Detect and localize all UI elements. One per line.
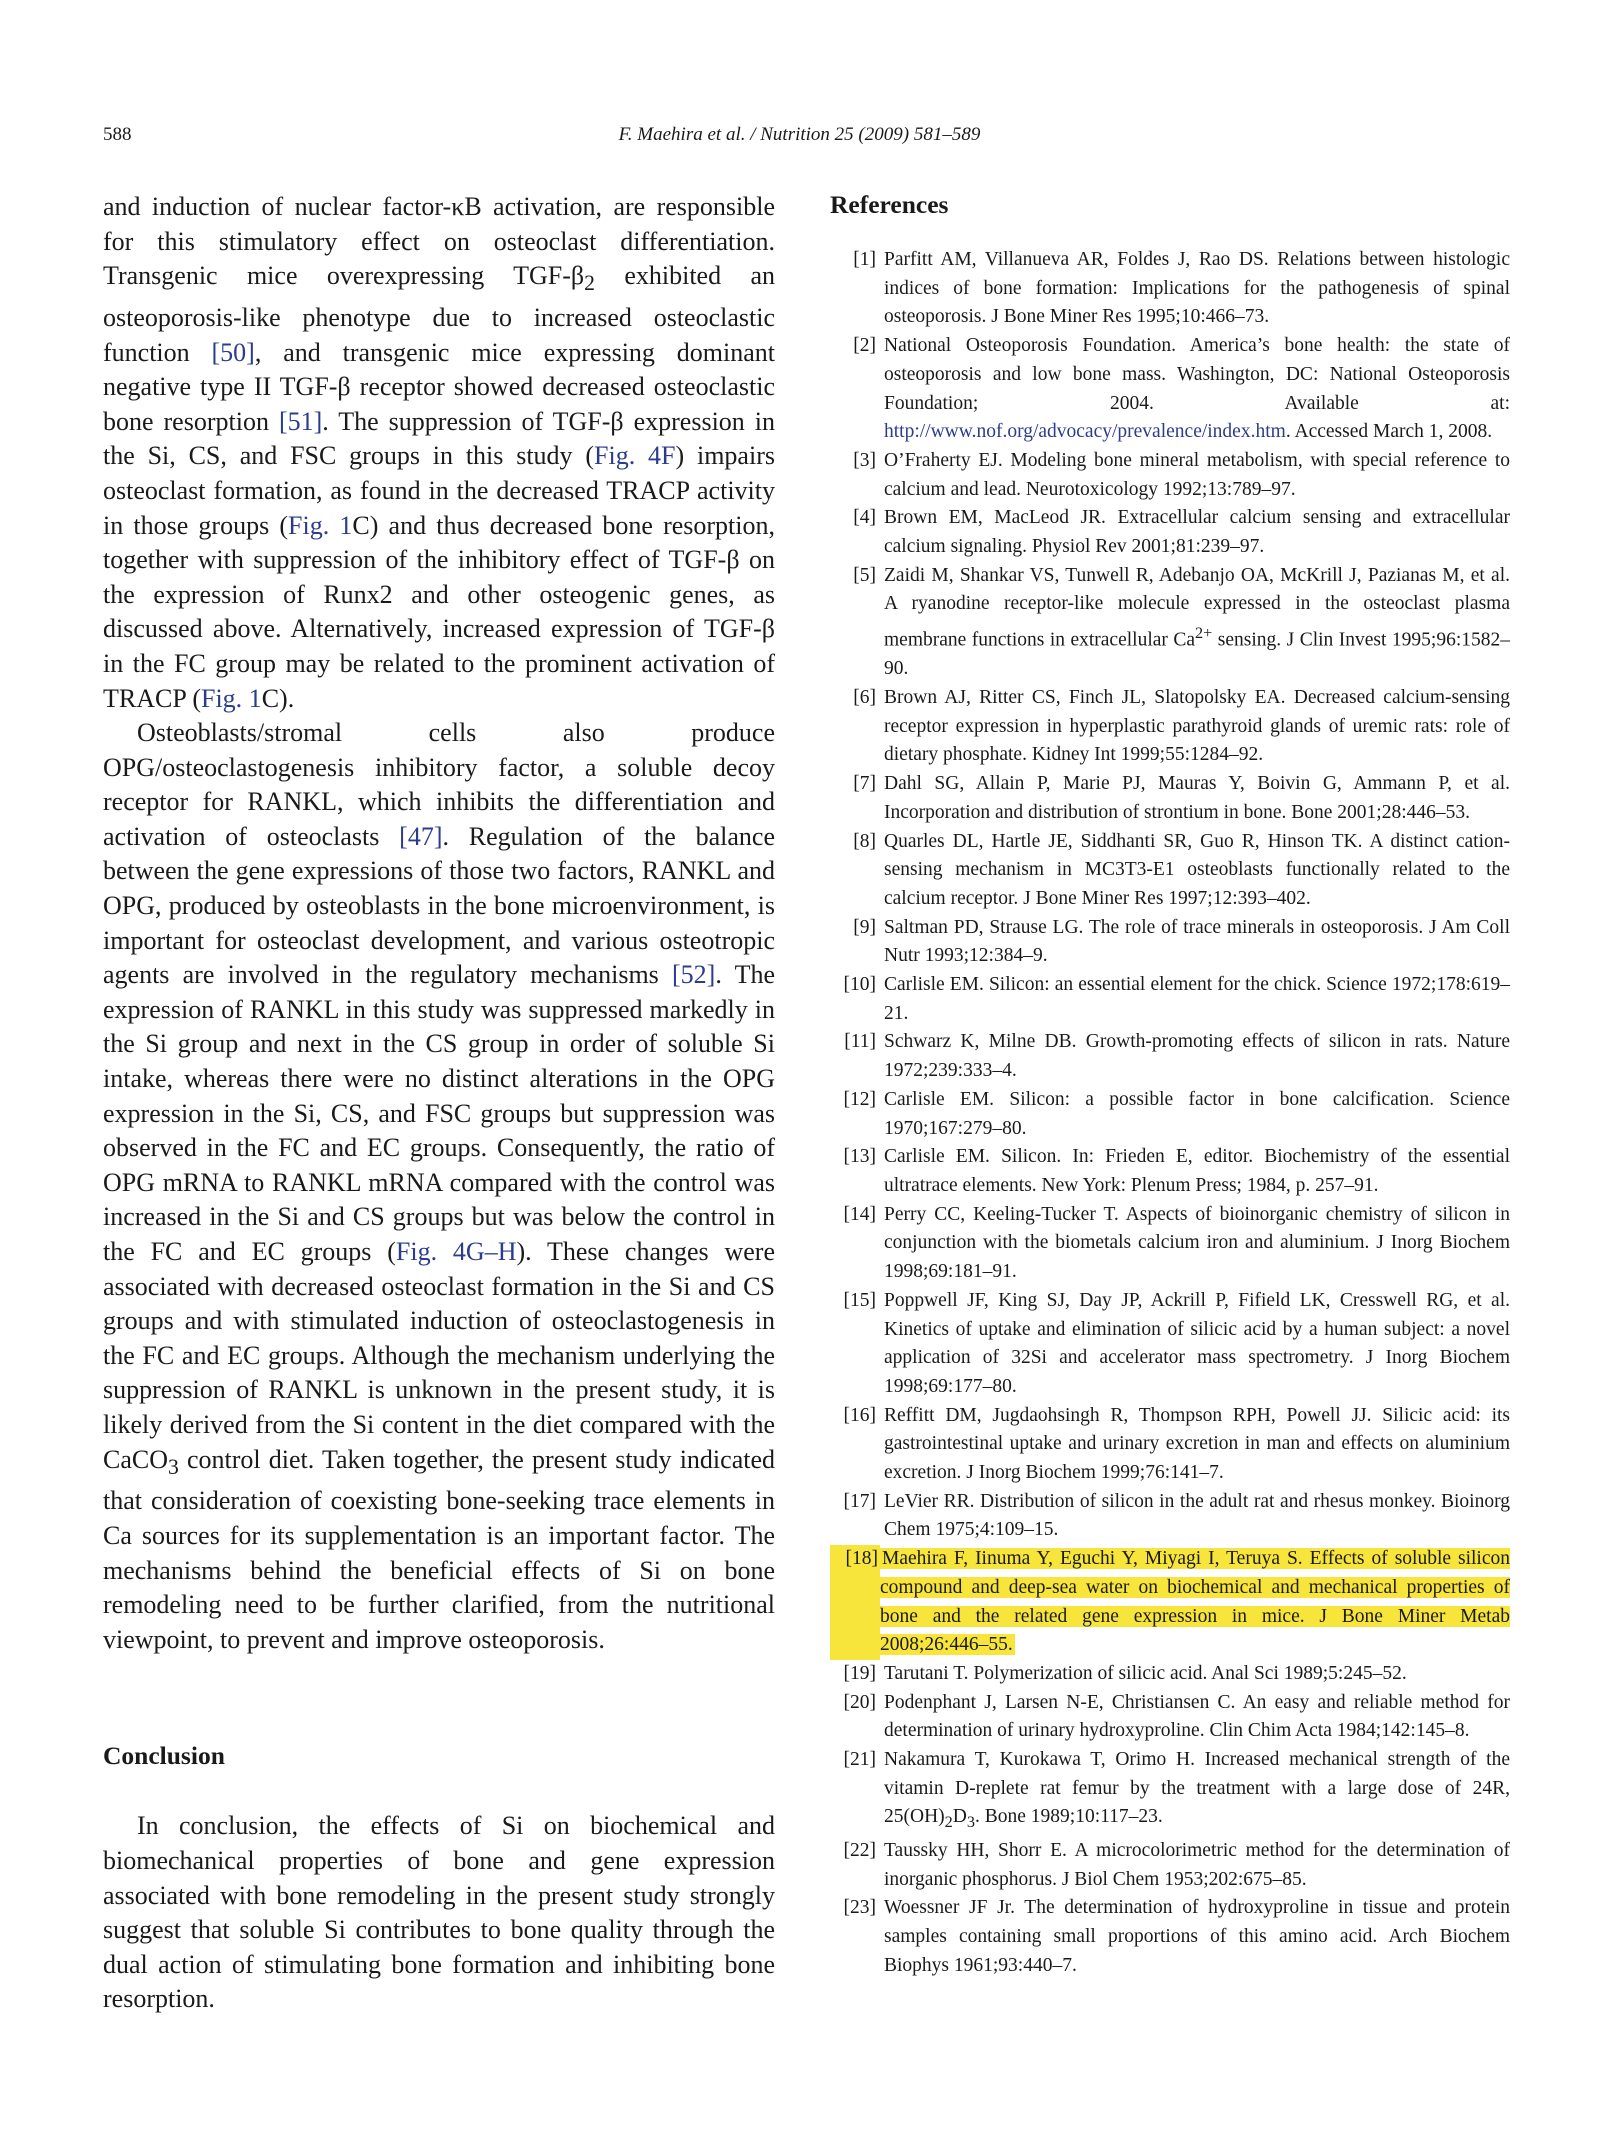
reference-text: Zaidi M, Shankar VS, Tunwell R, Adebanjo OA, McKrill J, Pazianas M, et al. A ryanodine receptor-like molecule expressed in the osteoclast plasma membrane functions in extracellular $Ca^{2+}$ sensing. J Clin Invest 1995;96:1582–90. [884, 564, 1510, 680]
reference-text: Carlisle EM. Silicon: a possible factor in bone calcification. Science 1970;167:279–80. [884, 1088, 1510, 1139]
reference-text: Tarutani T. Polymerization of silicic acid. Anal Sci 1989;5:245–52. [884, 1662, 1407, 1684]
reference-item [830, 1086, 1510, 1143]
citation-link[interactable]: [52] [672, 960, 716, 990]
reference-text: Brown EM, MacLeod JR. Extracellular calcium sensing and extracellular calcium signaling. Physiol Rev 2001;81:239–97. [884, 507, 1510, 558]
reference-number: [14] [843, 1203, 876, 1225]
reference-item [830, 1143, 1510, 1200]
reference-number: [12] [843, 1088, 876, 1110]
reference-number: [22] [843, 1840, 876, 1862]
reference-number: [20] [843, 1691, 876, 1713]
body-text-column [103, 190, 775, 2017]
reference-number: [7] [853, 773, 876, 795]
reference-number: [10] [843, 974, 876, 996]
references-heading: References [830, 190, 949, 219]
conclusion-paragraph: In conclusion, the effects of Si on biochemical and biomechanical properties of bone and gene expression associated with bone remodeling in the present study strongly suggest that soluble Si contributes to bone quality through the dual action of stimulating bone formation and inhibiting bone resorption. [103, 1811, 775, 2014]
reference-text: Taussky HH, Shorr E. A microcolorimetric method for the determination of inorganic phosphorus. J Biol Chem 1953;202:675–85. [884, 1840, 1510, 1890]
figure-link[interactable]: Fig. 4F [594, 441, 676, 471]
reference-item [830, 684, 1510, 770]
reference-item [830, 1545, 1510, 1660]
citation-link[interactable]: [47] [399, 821, 443, 851]
figure-link[interactable]: Fig. 1 [288, 510, 353, 540]
reference-item [830, 1028, 1510, 1085]
references-column [830, 190, 1510, 1981]
reference-text: Carlisle EM. Silicon. In: Frieden E, editor. Biochemistry of the essential ultratrace elements. New York: Plenum Press; 1984, p. 257–91. [884, 1146, 1510, 1196]
reference-number: [17] [843, 1490, 876, 1512]
reference-item [830, 1894, 1510, 1980]
reference-text: Quarles DL, Hartle JE, Siddhanti SR, Guo R, Hinson TK. A distinct cation-sensing mechanism in MC3T3-E1 osteoblasts functionally related to the calcium receptor. J Bone Miner Res 1997;12:393–402. [884, 830, 1510, 909]
reference-item [830, 1746, 1510, 1837]
reference-text: O’Fraherty EJ. Modeling bone mineral metabolism, with special reference to calcium and lead. Neurotoxicology 1992;13:789–97. [884, 449, 1510, 500]
reference-number: [13] [843, 1146, 876, 1168]
reference-text: Reffitt DM, Jugdaohsingh R, Thompson RPH, Powell JJ. Silicic acid: its gastrointestinal uptake and urinary excretion in man and effects on aluminium excretion. J Inorg Biochem 1999;76:141–7. [884, 1404, 1510, 1484]
citation-link[interactable]: [51] [278, 406, 323, 436]
reference-item [830, 1201, 1510, 1287]
reference-number: [1] [853, 249, 876, 270]
reference-item [830, 1402, 1510, 1488]
reference-number: [11] [844, 1031, 876, 1053]
figure-link[interactable]: Fig. 1 [201, 683, 262, 713]
conclusion-heading: Conclusion [103, 1741, 225, 1771]
reference-number: [16] [843, 1404, 876, 1426]
reference-number: [3] [853, 449, 876, 471]
reference-item [830, 1488, 1510, 1545]
reference-number: [8] [853, 830, 876, 852]
reference-number: [2] [853, 335, 876, 357]
reference-number: [9] [853, 916, 876, 938]
paragraph-2: Osteoblasts/stromal cells also produce OPG/osteoclastogenesis inhibitory factor, a soluble decoy receptor for RANKL, which inhibits the differentiation and activation of osteoclasts [47]. Regulation of the balance between the gene expressions of those two factors, RANKL and OPG, produced by osteoblasts in the bone microenvironment, is important for osteoclast development, and various osteotropic agents are involved in the regulatory mechanisms [52]. The expression of RANKL in this study was suppressed markedly in the Si group and next in the CS group in order of soluble Si intake, whereas there were no distinct alterations in the OPG expression in the Si, CS, and FSC groups but suppression was observed in the FC and EC groups. Consequently, the ratio of OPG mRNA to RANKL mRNA compared with the control was increased in the Si and CS groups but was below the control in the FC and EC groups (Fig. 4G–H). These changes were associated with decreased osteoclast formation in the Si and CS groups and with stimulated induction of osteoclastogenesis in the FC and EC groups. Although the mechanism underlying the suppression of RANKL is unknown in the present study, it is likely derived from the Si content in the diet compared with the CaCO$_3$ control diet. Taken together, the present study indicated that consideration of coexisting bone-seeking trace elements in Ca sources for its supplementation is an important factor. The mechanisms behind the beneficial effects of Si on bone remodeling need to be further clarified, from the nutritional viewpoint, to prevent and improve osteoporosis. [103, 718, 775, 1654]
reference-item [830, 1689, 1510, 1746]
reference-text [880, 1545, 1510, 1660]
reference-text: Dahl SG, Allain P, Marie PJ, Mauras Y, Boivin G, Ammann P, et al. Incorporation and distribution of strontium in bone. Bone 2001;28:446–53. [884, 773, 1510, 823]
citation-link[interactable]: [50] [211, 337, 255, 367]
reference-item [830, 447, 1510, 504]
reference-text: Nakamura T, Kurokawa T, Orimo H. Increased mechanical strength of the vitamin D-replete rat femur by the treatment with a large dose of 24R, $25(OH)_2D_3$. Bone 1989;10:117–23. [884, 1749, 1510, 1832]
reference-list [830, 246, 1510, 1981]
reference-text: Podenphant J, Larsen N-E, Christiansen C. An easy and reliable method for determination of urinary hydroxyproline. Clin Chim Acta 1984;142:145–8. [884, 1691, 1510, 1742]
figure-link[interactable]: Fig. 4G–H [395, 1237, 517, 1266]
reference-text: LeVier RR. Distribution of silicon in the adult rat and rhesus monkey. Bioinorg Chem 1975;4:109–15. [884, 1490, 1510, 1541]
reference-item [830, 770, 1510, 827]
reference-text: Woessner JF Jr. The determination of hydroxyproline in tissue and protein samples containing small proportions of this amino acid. Arch Biochem Biophys 1961;93:440–7. [884, 1897, 1510, 1976]
reference-item [830, 971, 1510, 1028]
reference-text: Schwarz K, Milne DB. Growth-promoting effects of silicon in rats. Nature 1972;239:333–4. [884, 1031, 1510, 1082]
page-number: 588 [103, 124, 132, 145]
reference-url-link[interactable]: http://www.nof.org/advocacy/prevalence/index.htm [884, 421, 1286, 443]
reference-item [830, 332, 1510, 447]
reference-item [830, 246, 1510, 332]
reference-number: [21] [843, 1749, 876, 1771]
highlighted-text: Maehira F, Iinuma Y, Eguchi Y, Miyagi I, Teruya S. Effects of soluble silicon compound and deep-sea water on biochemical and mechanical properties of bone and the related gene expression in mice. J Bone Miner Metab 2008;26:446–55. [880, 1548, 1510, 1656]
reference-item [830, 828, 1510, 914]
reference-text: Saltman PD, Strause LG. The role of trace minerals in osteoporosis. J Am Coll Nutr 1993;12:384–9. [884, 916, 1510, 967]
reference-item [830, 562, 1510, 684]
running-head: F. Maehira et al. / Nutrition 25 (2009) 581–589 [618, 124, 981, 145]
reference-number: [6] [853, 687, 876, 709]
reference-number: [23] [843, 1897, 876, 1919]
reference-number: [15] [843, 1289, 876, 1311]
reference-number: [19] [843, 1662, 876, 1684]
reference-number: [4] [853, 507, 876, 529]
reference-text: National Osteoporosis Foundation. America’s bone health: the state of osteoporosis and low bone mass. Washington, DC: National Osteoporosis Foundation; 2004. Available at: http://www.nof.org/advocacy/prevalence/index.htm. Accessed March 1, 2008. [884, 335, 1510, 443]
reference-text: Carlisle EM. Silicon: an essential element for the chick. Science 1972;178:619–21. [884, 974, 1510, 1024]
reference-item [830, 504, 1510, 561]
reference-text: Perry CC, Keeling-Tucker T. Aspects of bioinorganic chemistry of silicon in conjunction with the biometals calcium iron and aluminium. J Inorg Biochem 1998;69:181–91. [884, 1203, 1510, 1283]
paragraph-1: and induction of nuclear factor-κB activation, are responsible for this stimulatory effect on osteoclast differentiation. Transgenic mice overexpressing TGF-$\beta_2$ exhibited an osteoporosis-like phenotype due to increased osteoclastic function [50], and transgenic mice expressing dominant negative type II TGF-β receptor showed decreased osteoclastic bone resorption [51]. The suppression of TGF-β expression in the Si, CS, and FSC groups in this study (Fig. 4F) impairs osteoclast formation, as found in the decreased TRACP activity in those groups (Fig. 1C) and thus decreased bone resorption, together with suppression of the inhibitory effect of TGF-β on the expression of Runx2 and other osteogenic genes, as discussed above. Alternatively, increased expression of TGF-β in the FC group may be related to the prominent activation of TRACP (Fig. 1C). [103, 192, 776, 713]
reference-item [830, 914, 1510, 971]
reference-item [830, 1660, 1510, 1689]
reference-item [830, 1837, 1510, 1894]
reference-text: Poppwell JF, King SJ, Day JP, Ackrill P, Fifield LK, Cresswell RG, et al. Kinetics of uptake and elimination of silicic acid by a human subject: a novel application of 32Si and accelerator mass spectrometry. J Inorg Biochem 1998;69:177–80. [884, 1289, 1510, 1397]
reference-text: Brown AJ, Ritter CS, Finch JL, Slatopolsky EA. Decreased calcium-sensing receptor expression in hyperplastic parathyroid glands of uremic rats: role of dietary phosphate. Kidney Int 1999;55:1284–92. [884, 687, 1510, 766]
reference-text: Parfitt AM, Villanueva AR, Foldes J, Rao DS. Relations between histologic indices of bone formation: Implications for the pathogenesis of spinal osteoporosis. J Bone Miner Res 1995;10:466–73. [884, 249, 1510, 328]
reference-number: [18] [830, 1545, 880, 1660]
reference-number: [5] [853, 564, 876, 586]
reference-item [830, 1287, 1510, 1402]
